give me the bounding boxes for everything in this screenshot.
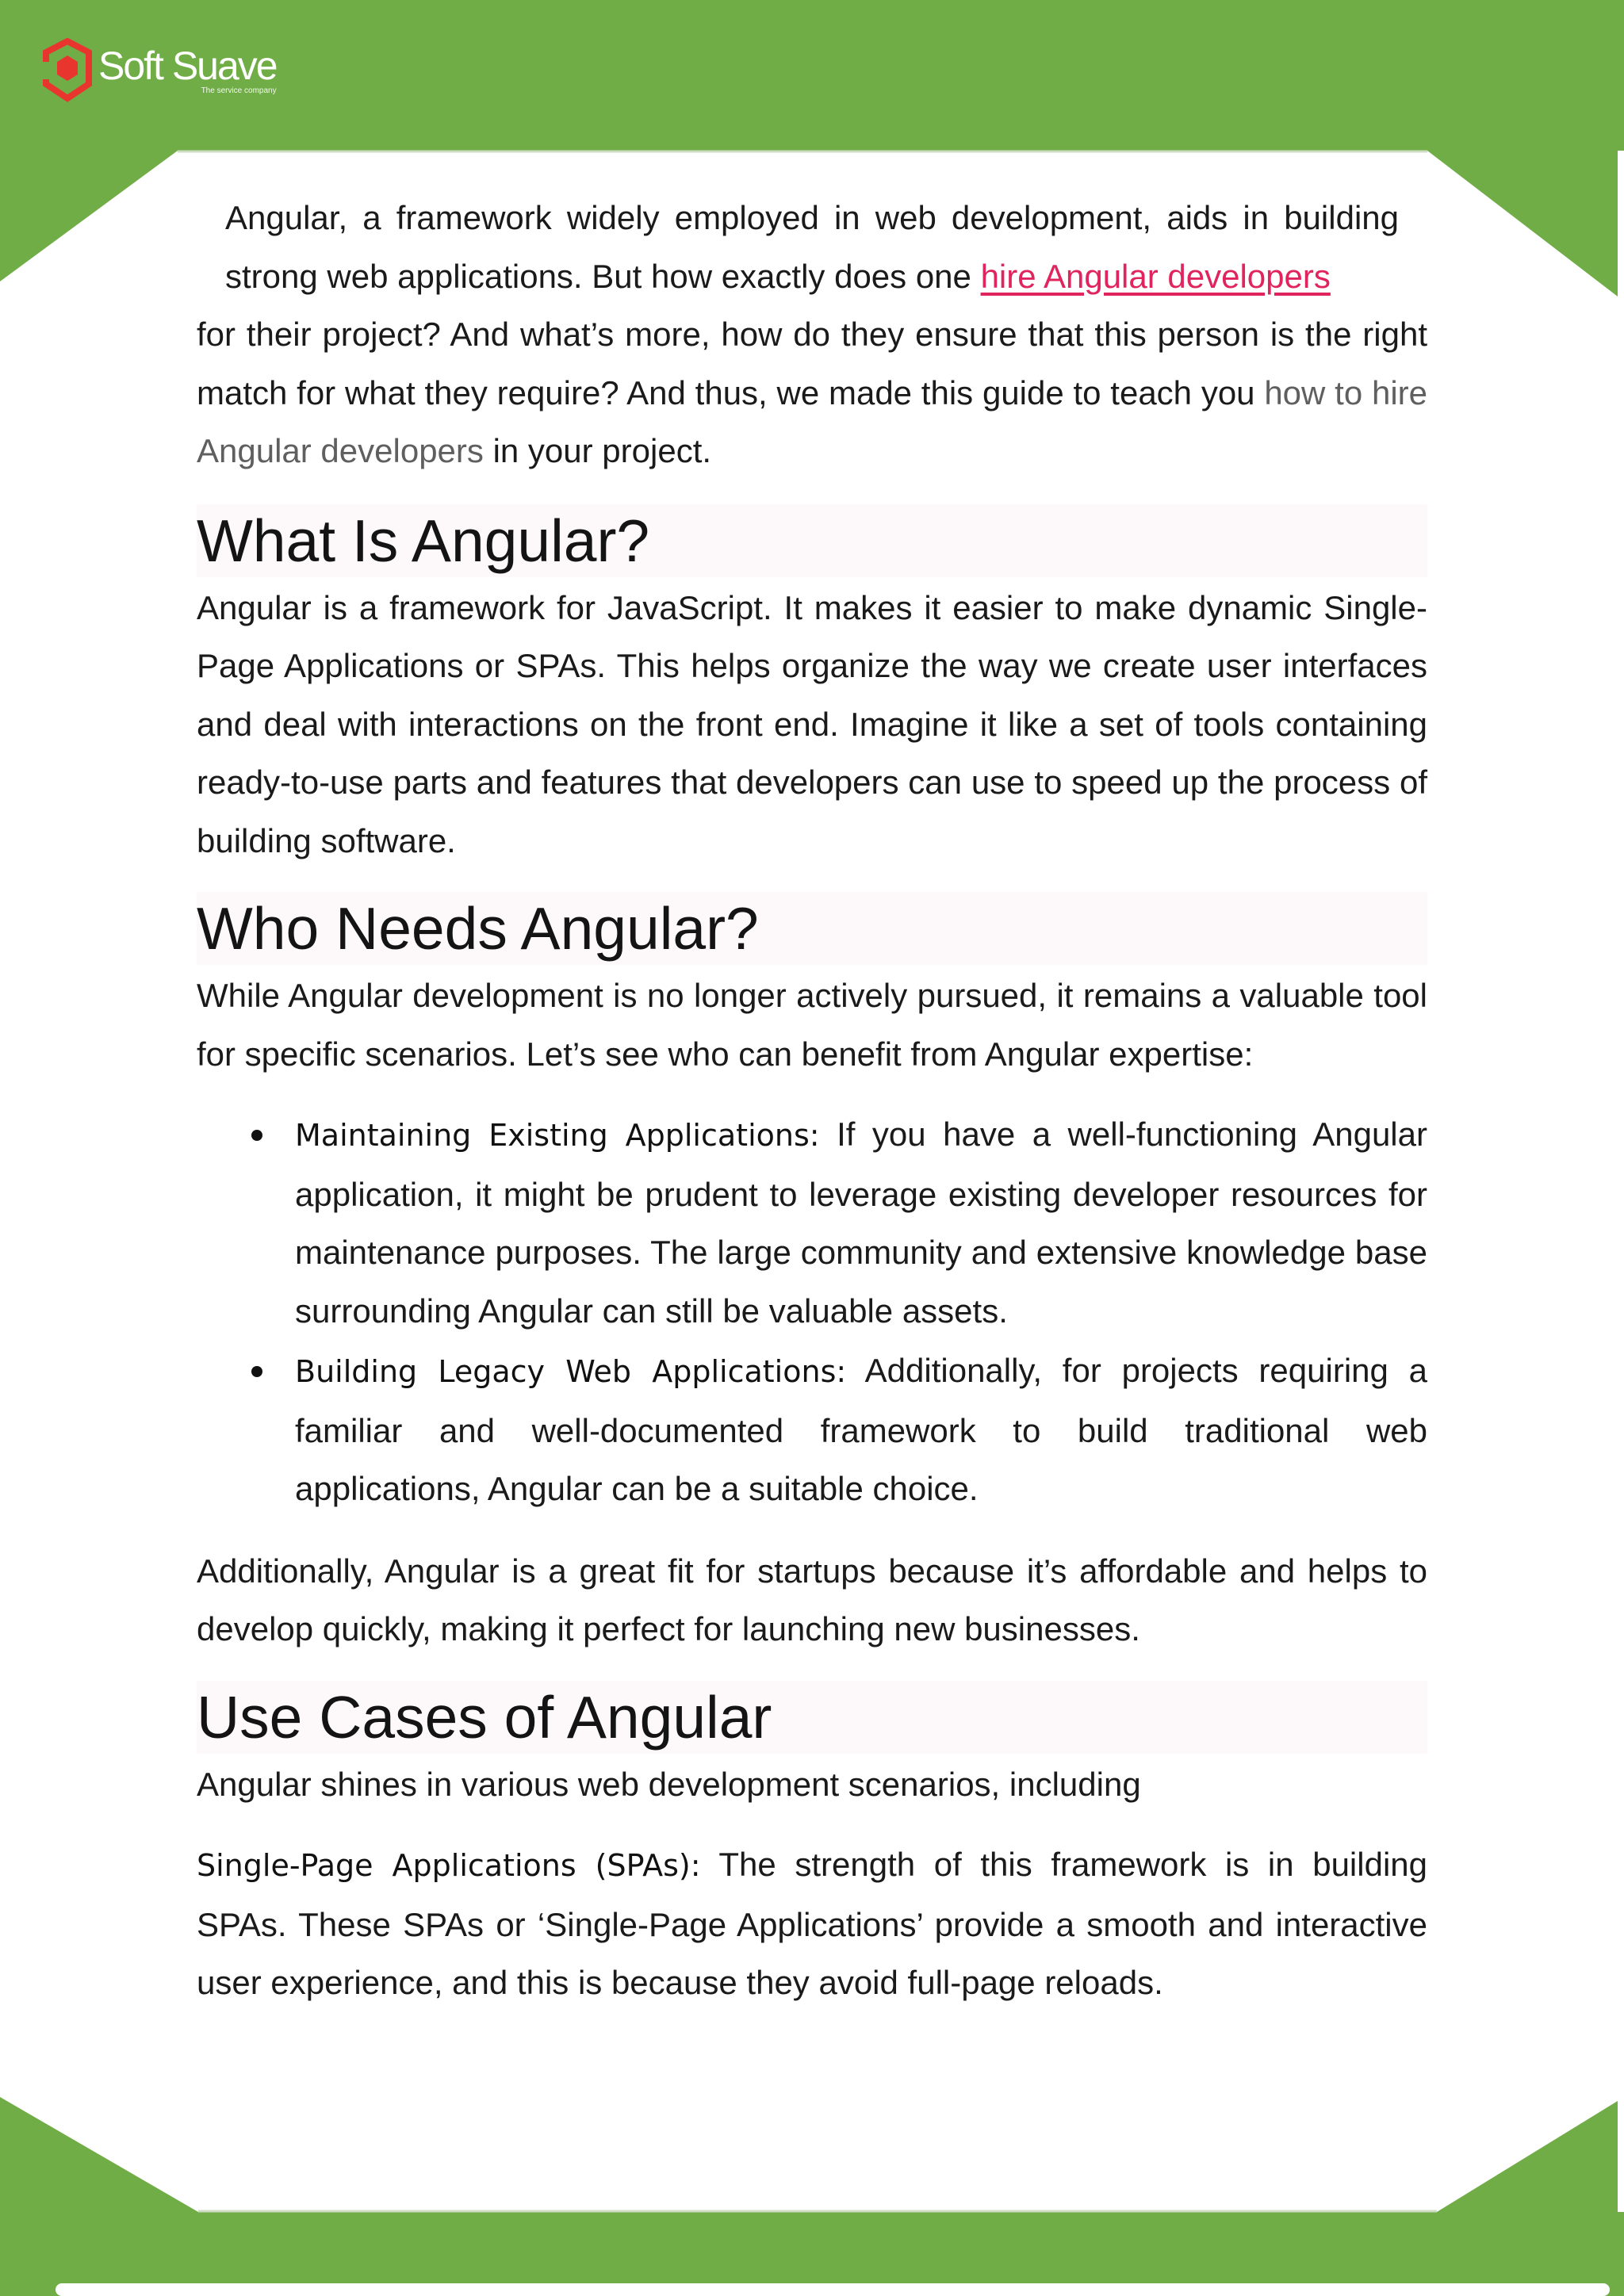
article-body (197, 189, 1427, 2034)
paragraph-spa (197, 1835, 1427, 2012)
hire-angular-developers-link[interactable]: hire Angular developers (980, 257, 1331, 295)
brand-tagline: The service company (201, 86, 277, 95)
brand-name: Soft Suave (98, 44, 277, 88)
intro-text-a: Angular, a framework widely employed in web development, aids in building strong web applications. But how exactly does one (225, 199, 1399, 295)
paragraph-who-needs-angular: While Angular development is no longer actively pursued, it remains a valuable tool for specific scenarios. Let’s see who can benefit from Angular expertise: (197, 977, 1427, 1073)
spa-lead: Single-Page Applications (SPAs): (197, 1848, 701, 1883)
bottom-page-strip (56, 2283, 1610, 2296)
list-item (295, 1105, 1427, 1340)
heading-what-is-angular: What Is Angular? (197, 504, 1427, 577)
paragraph-use-cases-intro: Angular shines in various web development scenarios, including (197, 1765, 1141, 1803)
paragraph-startups: Additionally, Angular is a great fit for startups because it’s affordable and helps to develop quickly, making it perfect for launching new businesses. (197, 1552, 1427, 1647)
intro-indented-lines (197, 189, 1427, 305)
section-who-needs-angular (197, 892, 1427, 1659)
list-item-lead: Building Legacy Web Applications: (295, 1354, 847, 1389)
heading-use-cases: Use Cases of Angular (197, 1681, 1427, 1754)
list-item-lead: Maintaining Existing Applications: (295, 1118, 820, 1153)
intro-text-c: in your project. (492, 432, 712, 469)
intro-paragraph (197, 189, 1427, 480)
soft-suave-cube-icon (43, 38, 92, 103)
paragraph-what-is-angular: Angular is a framework for JavaScript. It makes it easier to make dynamic Single-Page Applications or SPAs. This helps organize the way we create user interfaces and deal with interactions on the front end. Imagine it like a set of tools containing ready-to-use parts and features that developers can use to speed up the process of building software. (197, 588, 1427, 859)
right-edge-strip (1618, 151, 1624, 2212)
spa-text: The strength of this framework is in building SPAs. These SPAs or ‘Single-Page Applications’ provide a smooth and interactive user experience, and this is because they avoid full-page reloads. (197, 1846, 1427, 2001)
brand-logo (43, 38, 277, 103)
section-what-is-angular (197, 504, 1427, 871)
list-item-text: If you have a well-functioning Angular application, it might be prudent to leverage existing developer resources for maintenance purposes. The large community and extensive knowledge base surrounding Angular can still be valuable assets. (295, 1115, 1427, 1330)
list-item-text: Additionally, for projects requiring a familiar and well-documented framework to build traditional web applications, Angular can be a suitable choice. (295, 1352, 1428, 1507)
list-item (295, 1341, 1427, 1518)
intro-text-b: for their project? And what’s more, how do they ensure that this person is the right match for what they require? And thus, we made this guide to teach you (197, 316, 1427, 411)
intro-emphasis: how to hire Angular developers (197, 373, 1427, 469)
benefit-list (197, 1105, 1427, 1518)
heading-who-needs-angular: Who Needs Angular? (197, 892, 1427, 965)
section-use-cases (197, 1681, 1427, 2012)
